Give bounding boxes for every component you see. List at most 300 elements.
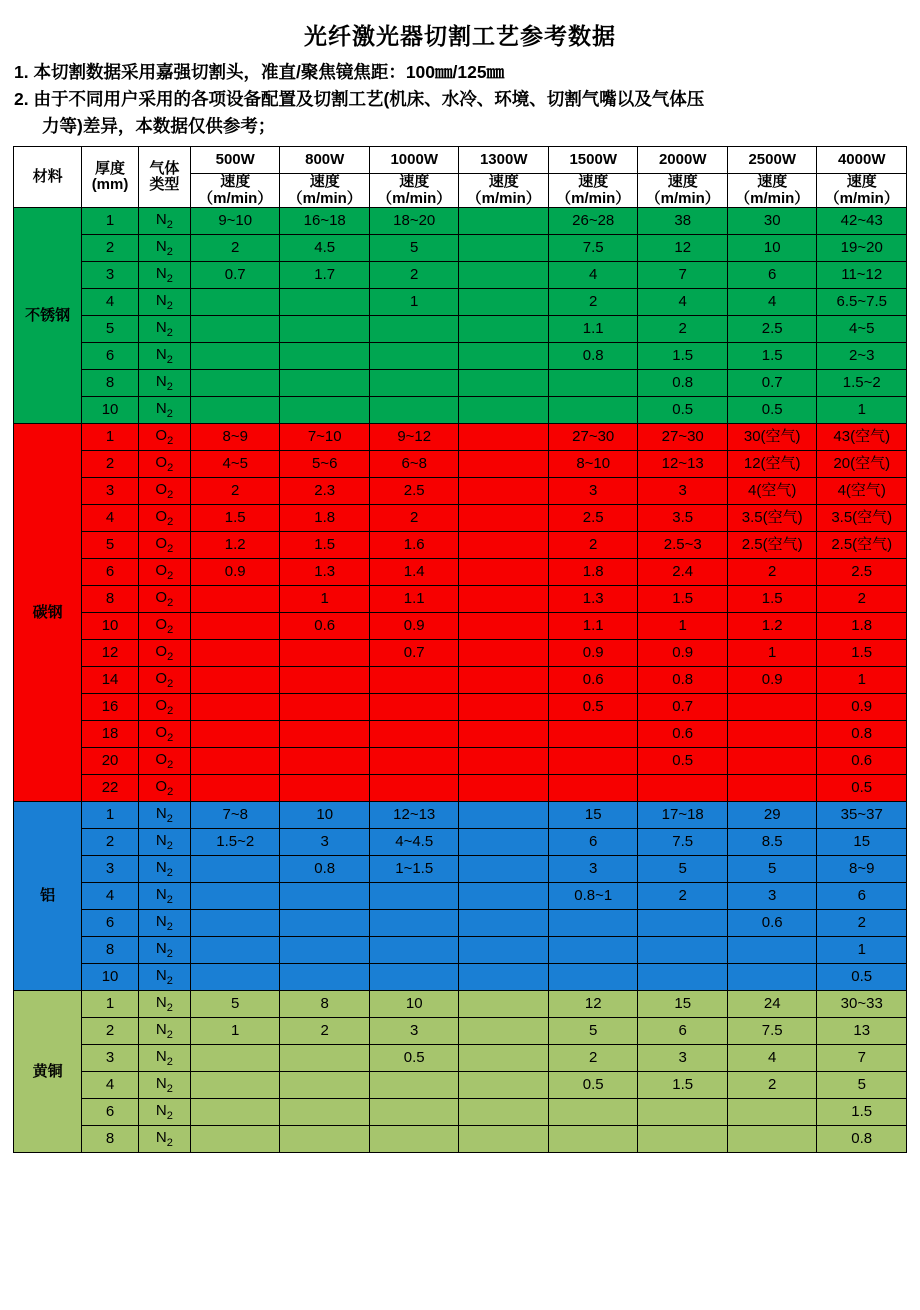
speed-cell: 7.5 [548,235,638,262]
speed-cell [190,721,280,748]
gas-cell: $N_2$ [138,1045,190,1072]
speed-cell: 6.5~7.5 [817,289,907,316]
speed-cell [190,397,280,424]
speed-cell: 24 [727,991,817,1018]
speed-cell: 5 [548,1018,638,1045]
speed-cell: 4 [727,1045,817,1072]
speed-cell [369,1099,459,1126]
speed-cell: 0.9 [817,694,907,721]
speed-cell [369,1126,459,1153]
speed-cell: 2.5~3 [638,532,728,559]
speed-cell: 1 [817,397,907,424]
thickness-cell: 6 [82,559,138,586]
speed-cell: 2.3 [280,478,370,505]
speed-cell [369,694,459,721]
header-speed-1300w [459,174,549,208]
speed-cell: 18~20 [369,208,459,235]
speed-cell: 2 [190,478,280,505]
speed-cell: 0.7 [638,694,728,721]
speed-cell [638,775,728,802]
speed-cell: 3.5 [638,505,728,532]
speed-cell [369,1072,459,1099]
speed-cell: 3.5(空气) [817,505,907,532]
table-row [14,721,907,748]
header-power-800w: 800W [280,147,370,174]
speed-cell: 1~1.5 [369,856,459,883]
gas-cell: $N_2$ [138,964,190,991]
speed-cell [190,640,280,667]
speed-cell: 4(空气) [817,478,907,505]
speed-unit: （m/min） [645,189,720,207]
speed-cell: 2.5(空气) [727,532,817,559]
speed-cell [190,694,280,721]
speed-cell [727,937,817,964]
gas-cell: $N_2$ [138,370,190,397]
thickness-cell: 18 [82,721,138,748]
gas-cell: $N_2$ [138,289,190,316]
speed-cell [369,343,459,370]
speed-cell: 15 [817,829,907,856]
speed-cell: 0.8 [638,667,728,694]
speed-cell: 5 [638,856,728,883]
header-speed-2000w [638,174,728,208]
speed-cell [727,721,817,748]
speed-cell: 30 [727,208,817,235]
speed-cell [190,289,280,316]
gas-cell: $N_2$ [138,1099,190,1126]
speed-cell [638,1126,728,1153]
speed-cell: 1.4 [369,559,459,586]
header-thickness-l2: (mm) [91,176,129,194]
material-cell: 铝 [14,802,82,991]
speed-unit: （m/min） [556,189,631,207]
table-row [14,1072,907,1099]
header-gas-l1: 气体 [149,159,180,177]
speed-cell [190,667,280,694]
speed-cell: 8~9 [817,856,907,883]
thickness-cell: 20 [82,748,138,775]
speed-cell [548,910,638,937]
speed-cell: 1.8 [817,613,907,640]
gas-cell: $O_2$ [138,667,190,694]
speed-cell: 1 [727,640,817,667]
thickness-cell: 2 [82,829,138,856]
speed-cell: 0.7 [369,640,459,667]
speed-cell: 1 [190,1018,280,1045]
table-row [14,343,907,370]
speed-cell [369,937,459,964]
table-row [14,991,907,1018]
header-speed-1500w [548,174,638,208]
speed-cell: 3 [548,478,638,505]
speed-cell: 2.5 [727,316,817,343]
speed-cell: 8~9 [190,424,280,451]
header-thickness [82,147,138,208]
speed-cell: 12~13 [638,451,728,478]
speed-cell: 2 [190,235,280,262]
thickness-cell: 1 [82,802,138,829]
speed-cell: 0.9 [369,613,459,640]
speed-cell [190,343,280,370]
header-gas-l2: 类型 [149,176,180,194]
speed-cell: 2 [727,1072,817,1099]
thickness-cell: 3 [82,262,138,289]
thickness-cell: 10 [82,613,138,640]
thickness-cell: 3 [82,856,138,883]
speed-cell [280,289,370,316]
speed-cell [369,748,459,775]
speed-cell [369,910,459,937]
header-material: 材料 [14,147,82,208]
table-row [14,667,907,694]
speed-cell: 0.6 [727,910,817,937]
speed-cell: 4 [638,289,728,316]
gas-cell: $N_2$ [138,262,190,289]
table-row [14,883,907,910]
header-row-power [14,147,907,174]
speed-cell: 5~6 [280,451,370,478]
speed-cell [727,775,817,802]
speed-cell [190,613,280,640]
speed-cell [459,478,549,505]
thickness-cell: 3 [82,1045,138,1072]
gas-cell: $O_2$ [138,721,190,748]
table-row [14,775,907,802]
gas-cell: $N_2$ [138,1018,190,1045]
table-row [14,586,907,613]
speed-cell [190,964,280,991]
speed-cell: 20(空气) [817,451,907,478]
speed-cell [459,856,549,883]
speed-label: 速度 [757,173,788,191]
speed-cell: 0.6 [548,667,638,694]
speed-cell: 2 [817,586,907,613]
speed-cell: 6 [638,1018,728,1045]
cutting-parameters-table [13,146,907,1153]
speed-cell: 0.9 [727,667,817,694]
speed-cell [190,775,280,802]
speed-cell [638,937,728,964]
speed-cell: 1 [817,937,907,964]
speed-cell: 27~30 [548,424,638,451]
speed-cell: 5 [727,856,817,883]
speed-cell [280,721,370,748]
speed-cell: 1.7 [280,262,370,289]
speed-cell: 1.5~2 [190,829,280,856]
speed-cell: 1.5 [727,586,817,613]
speed-cell [459,964,549,991]
thickness-cell: 5 [82,532,138,559]
thickness-cell: 4 [82,505,138,532]
thickness-cell: 14 [82,667,138,694]
speed-cell: 1.2 [190,532,280,559]
speed-cell: 2.5 [369,478,459,505]
speed-cell: 2.5 [548,505,638,532]
speed-cell: 6 [548,829,638,856]
speed-cell: 7 [638,262,728,289]
speed-cell [280,694,370,721]
speed-cell [190,937,280,964]
speed-cell: 3 [548,856,638,883]
speed-cell [459,451,549,478]
gas-cell: $N_2$ [138,937,190,964]
speed-cell [280,1099,370,1126]
material-cell: 不锈钢 [14,208,82,424]
speed-cell [548,370,638,397]
table-row [14,208,907,235]
speed-cell: 1.8 [548,559,638,586]
notes-block [14,59,906,140]
speed-cell [459,640,549,667]
speed-cell [638,1099,728,1126]
speed-cell: 2 [548,532,638,559]
speed-cell: 7~10 [280,424,370,451]
note-line-3: 力等)差异，本数据仅供参考； [42,116,276,137]
speed-cell [190,856,280,883]
table-row [14,694,907,721]
table-row [14,964,907,991]
gas-cell: $N_2$ [138,1126,190,1153]
speed-cell: 4 [727,289,817,316]
speed-cell: 1.5 [817,1099,907,1126]
speed-cell: 2 [817,910,907,937]
speed-cell: 0.5 [817,775,907,802]
speed-cell: 0.9 [190,559,280,586]
speed-unit: （m/min） [377,189,452,207]
header-thickness-l1: 厚度 [95,159,126,177]
speed-cell: 7 [817,1045,907,1072]
speed-unit: （m/min） [824,189,899,207]
thickness-cell: 2 [82,1018,138,1045]
header-speed-2500w [727,174,817,208]
speed-label: 速度 [309,173,340,191]
speed-cell: 27~30 [638,424,728,451]
speed-cell: 0.5 [548,694,638,721]
speed-cell: 1.5 [817,640,907,667]
table-row [14,397,907,424]
document-page [0,10,920,1310]
speed-cell [459,1099,549,1126]
thickness-cell: 22 [82,775,138,802]
speed-cell [369,721,459,748]
speed-cell: 10 [280,802,370,829]
speed-cell [190,748,280,775]
thickness-cell: 12 [82,640,138,667]
speed-cell [369,667,459,694]
speed-label: 速度 [846,173,877,191]
speed-cell [459,883,549,910]
speed-cell: 3.5(空气) [727,505,817,532]
table-row [14,424,907,451]
speed-cell: 9~12 [369,424,459,451]
speed-cell [190,1099,280,1126]
speed-cell [459,1018,549,1045]
speed-cell: 0.8 [817,1126,907,1153]
speed-cell [459,586,549,613]
table-row [14,910,907,937]
speed-cell [548,937,638,964]
speed-cell: 1 [638,613,728,640]
header-power-1000w: 1000W [369,147,459,174]
speed-cell: 0.7 [190,262,280,289]
speed-cell [190,316,280,343]
speed-cell: 11~12 [817,262,907,289]
thickness-cell: 1 [82,424,138,451]
speed-label: 速度 [488,173,519,191]
speed-cell: 38 [638,208,728,235]
table-row [14,262,907,289]
speed-cell: 12~13 [369,802,459,829]
speed-cell [727,1099,817,1126]
speed-cell [727,964,817,991]
speed-cell [190,883,280,910]
table-row [14,451,907,478]
speed-cell: 12 [548,991,638,1018]
speed-cell [459,829,549,856]
speed-cell [459,532,549,559]
speed-cell [459,1045,549,1072]
speed-cell [280,1045,370,1072]
thickness-cell: 8 [82,586,138,613]
speed-cell [280,667,370,694]
speed-cell [280,910,370,937]
speed-cell [548,1126,638,1153]
speed-cell: 2 [548,289,638,316]
speed-cell: 6 [727,262,817,289]
speed-cell [190,910,280,937]
speed-cell [459,721,549,748]
speed-cell: 30(空气) [727,424,817,451]
speed-cell [548,721,638,748]
thickness-cell: 8 [82,1126,138,1153]
speed-cell: 15 [548,802,638,829]
table-header [14,147,907,208]
speed-cell [280,775,370,802]
speed-cell: 2.5(空气) [817,532,907,559]
speed-cell [548,397,638,424]
speed-cell [638,910,728,937]
speed-cell: 2 [369,505,459,532]
speed-cell [459,289,549,316]
thickness-cell: 6 [82,910,138,937]
table-row [14,748,907,775]
thickness-cell: 6 [82,343,138,370]
table-body [14,208,907,1153]
speed-cell [727,1126,817,1153]
speed-cell [459,991,549,1018]
table-row [14,532,907,559]
speed-cell [548,964,638,991]
speed-cell [459,316,549,343]
table-row [14,640,907,667]
table-row [14,829,907,856]
gas-cell: $O_2$ [138,748,190,775]
speed-unit: （m/min） [735,189,810,207]
gas-cell: $N_2$ [138,397,190,424]
note-line-1: 1. 本切割数据采用嘉强切割头，准直/聚焦镜焦距：100㎜/125㎜ [14,62,505,82]
speed-cell: 29 [727,802,817,829]
speed-cell [280,748,370,775]
thickness-cell: 16 [82,694,138,721]
speed-unit: （m/min） [466,189,541,207]
speed-cell: 3 [727,883,817,910]
speed-cell [369,370,459,397]
speed-cell [459,208,549,235]
speed-cell: 1.5 [638,1072,728,1099]
speed-cell: 1.5 [190,505,280,532]
speed-cell: 1.5 [638,586,728,613]
material-cell: 碳钢 [14,424,82,802]
speed-cell: 1 [817,667,907,694]
speed-cell [727,748,817,775]
thickness-cell: 8 [82,370,138,397]
speed-cell: 1.2 [727,613,817,640]
speed-cell: 0.8 [638,370,728,397]
speed-cell [459,1126,549,1153]
speed-cell: 0.6 [280,613,370,640]
thickness-cell: 1 [82,991,138,1018]
speed-cell [280,937,370,964]
speed-cell: 1.5 [280,532,370,559]
speed-cell [459,802,549,829]
gas-cell: $N_2$ [138,910,190,937]
speed-cell: 0.7 [727,370,817,397]
speed-cell: 1 [369,289,459,316]
speed-cell: 5 [817,1072,907,1099]
speed-cell [280,397,370,424]
speed-cell: 0.8 [548,343,638,370]
speed-cell: 30~33 [817,991,907,1018]
thickness-cell: 5 [82,316,138,343]
speed-cell [459,343,549,370]
speed-unit: （m/min） [287,189,362,207]
speed-cell [280,964,370,991]
speed-cell: 13 [817,1018,907,1045]
speed-cell [280,316,370,343]
speed-cell: 0.5 [548,1072,638,1099]
speed-cell: 0.6 [817,748,907,775]
speed-cell: 4 [548,262,638,289]
speed-cell: 7.5 [638,829,728,856]
speed-cell [548,775,638,802]
table-row [14,937,907,964]
speed-label: 速度 [220,173,251,191]
speed-cell: 8~10 [548,451,638,478]
gas-cell: $N_2$ [138,829,190,856]
speed-unit: （m/min） [198,189,273,207]
speed-cell [280,883,370,910]
speed-cell [280,343,370,370]
header-power-2500w: 2500W [727,147,817,174]
gas-cell: $O_2$ [138,586,190,613]
speed-cell: 8 [280,991,370,1018]
speed-cell [638,964,728,991]
speed-cell: 1 [280,586,370,613]
speed-cell: 4~4.5 [369,829,459,856]
speed-cell: 5 [369,235,459,262]
speed-cell [280,1072,370,1099]
speed-cell: 0.5 [638,748,728,775]
thickness-cell: 10 [82,397,138,424]
speed-cell [369,883,459,910]
material-cell: 黄铜 [14,991,82,1153]
speed-cell [459,667,549,694]
speed-cell: 43(空气) [817,424,907,451]
speed-cell: 15 [638,991,728,1018]
speed-cell: 2 [727,559,817,586]
table-row [14,505,907,532]
speed-cell: 1.5~2 [817,370,907,397]
